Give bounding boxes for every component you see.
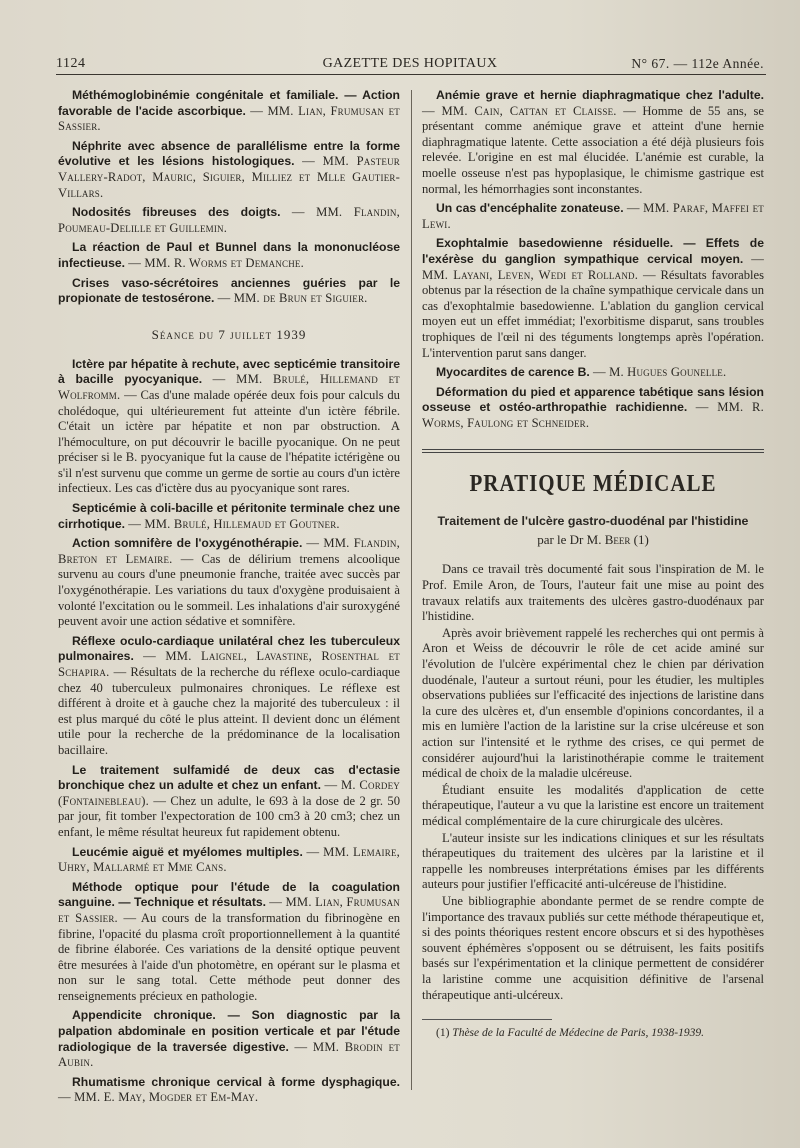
article-paragraph: Étudiant ensuite les modalités d'application de cette thérapeutique, l'auteur a vu que la laristine est encore un traitement médical complémentaire de la cure chirurgicale des ulcères. bbox=[422, 782, 764, 828]
issue-number: N° 67. — 112e Année. bbox=[631, 56, 764, 71]
communication-entry bbox=[422, 201, 764, 232]
running-head bbox=[56, 56, 764, 76]
article-paragraph: L'auteur insiste sur les indications cliniques et sur les résultats thérapeutiques du traitement des ulcères par la laristine et il rappelle les nombreuses interprétations émises par les différents auteurs pour justifier l'efficacité anti-ulcéreuse de l'histidine. bbox=[422, 830, 764, 892]
section-rule bbox=[422, 449, 764, 453]
communication-entry bbox=[58, 501, 400, 532]
entry-text: — Cas de délirium tremens alcoolique survenu au cours d'une pneumonie franche, traitée avec succès par l'oxygénothérapie. Les variations du taux d'oxygène produisaient à volonté l'excitation ou le sommeil. Les inhalations d'air suroxygéné peuvent avoir une action sédative et somnifère. bbox=[58, 551, 400, 629]
entry-authors: — MM. R. Worms et Demanche. bbox=[128, 255, 304, 270]
entry-paragraph bbox=[58, 357, 400, 497]
footnote-text: Thèse de la Faculté de Médecine de Paris, 1938-1939. bbox=[452, 1027, 704, 1040]
footnote-marker: (1) bbox=[436, 1027, 450, 1040]
article-title: Traitement de l'ulcère gastro-duodénal par l'histidine bbox=[437, 514, 749, 529]
column-divider bbox=[411, 90, 412, 1090]
communication-entry bbox=[422, 88, 764, 197]
communication-entry bbox=[58, 880, 400, 1005]
entry-title: Anémie grave et hernie diaphragmatique chez l'adulte. bbox=[436, 88, 764, 102]
entry-authors: — MM. Pasteur Vallery-Radot, Mauric, Siguier, Milliez et Mlle Gautier-Villars. bbox=[58, 154, 401, 200]
entry-paragraph bbox=[58, 880, 400, 1005]
entry-paragraph bbox=[58, 88, 400, 135]
entry-title: Déformation du pied et apparence tabétique sans lésion osseuse et ostéo-arthropathie rachidienne. bbox=[422, 384, 764, 415]
entry-title: Réflexe oculo-cardiaque unilatéral chez les tuberculeux pulmonaires. bbox=[58, 633, 400, 664]
footnote-rule bbox=[422, 1019, 552, 1020]
right-entries bbox=[422, 88, 764, 431]
entry-title: Exophtalmie basedowienne résiduelle. — Effets de l'exérèse du ganglion sympathique cervical moyen. bbox=[422, 236, 764, 266]
communication-entry bbox=[58, 139, 400, 201]
communication-entry bbox=[422, 365, 764, 381]
header-rule bbox=[56, 74, 766, 75]
entry-authors: — MM. Flandin, Breton et Lemaire. bbox=[58, 536, 400, 566]
entry-paragraph bbox=[58, 139, 400, 201]
entry-title: Appendicite chronique. — Son diagnostic par la palpation abdominale en position verticale et par l'étude radiologique de la traversée digestive. bbox=[58, 1008, 400, 1054]
entry-authors: — MM. Lemaire, Uhry, Mallarmé et Mme Cans. bbox=[58, 844, 400, 875]
entry-authors: — MM. de Brun et Siguier. bbox=[217, 291, 368, 306]
right-column bbox=[422, 88, 764, 1040]
entry-text: — Résultats de la recherche du réflexe oculo-cardiaque chez 40 tuberculeux pulmonaires chroniques. Le réflexe est différent à droite et à gauche chez la majorité des tuberculeux : il est plus marqué du côté le plus atteint. Il devient donc un élément utile pour la recherche de la prédominance de la localisation bacillaire. bbox=[58, 665, 400, 757]
communication-entry bbox=[422, 385, 764, 432]
communication-entry bbox=[58, 1075, 400, 1106]
entry-paragraph bbox=[58, 1075, 400, 1106]
entry-paragraph bbox=[58, 763, 400, 841]
communication-entry bbox=[58, 634, 400, 759]
entry-paragraph bbox=[422, 88, 764, 197]
byline-prefix: par le Dr bbox=[537, 532, 584, 548]
entry-paragraph bbox=[58, 634, 400, 759]
journal-title: GAZETTE DES HOPITAUX bbox=[322, 56, 498, 71]
entry-authors: — MM. Lian, Frumusan et Sassier. bbox=[58, 103, 400, 134]
byline-author: M. Beer bbox=[586, 532, 631, 548]
left-column bbox=[58, 88, 400, 1110]
article-paragraph: Après avoir brièvement rappelé les recherches qui ont permis à Aron et Weiss de découvrir le rôle de cet acide aminé sur l'évolution de l'ulcère expérimental chez le chien par dérivation duodénale, l'auteur a surtout réuni, pour les étudier, les multiples observations publiées sur l'efficacité des injections de laristine dans la cure des ulcères et, d'un ensemble d'opinions concordantes, il a mis en lumière l'action de la laristine sur la crise ulcéreuse et son action sur l'intensité et le rythme des crises, ce qui permet de considérer aujourd'hui la laristinothérapie comme le traitement médical de choix de la maladie ulcéreuse. bbox=[422, 625, 764, 781]
entry-title: Leucémie aiguë et myélomes multiples. bbox=[72, 844, 303, 859]
entry-title: Méthémoglobinémie congénitale et familiale. — Action favorable de l'acide ascorbique. bbox=[58, 88, 400, 118]
entry-title: Rhumatisme chronique cervical à forme dysphagique. bbox=[72, 1074, 400, 1089]
entry-authors: — MM. E. May, Mogder et Em-May. bbox=[58, 1090, 259, 1105]
entry-paragraph bbox=[58, 205, 400, 236]
entry-paragraph bbox=[422, 365, 764, 381]
communication-entry bbox=[58, 88, 400, 135]
communication-entry bbox=[58, 763, 400, 841]
entry-title: Myocardites de carence B. bbox=[436, 365, 590, 380]
article-byline bbox=[422, 532, 764, 548]
entry-title: Néphrite avec absence de parallélisme entre la forme évolutive et les lésions histologiques. bbox=[58, 138, 400, 169]
entry-title: Crises vaso-sécrétoires anciennes guéries par le propionate de testosérone. bbox=[58, 275, 400, 306]
entry-authors: — M. Hugues Gounelle. bbox=[592, 365, 727, 380]
entries-after bbox=[58, 357, 400, 1106]
communication-entry bbox=[58, 276, 400, 307]
entry-authors: — MM. Paraf, Maffei et Lewi. bbox=[422, 201, 764, 231]
entry-paragraph bbox=[422, 201, 764, 232]
entry-authors: — MM. Layani, Leven, Wedi et Rolland. bbox=[422, 251, 764, 282]
entry-title: Le traitement sulfamidé de deux cas d'ectasie bronchique chez un adulte et chez un enfant. bbox=[58, 762, 400, 793]
article-paragraph: Une bibliographie abondante permet de se rendre compte de l'importance des travaux publiés sur cette méthode thérapeutique et, si des points théoriques restent encore obscurs et si des hypothèses souvent éphémères s'opposent ou se détruisent, les faits positifs basés sur l'expérimentation et la clinique permettent de considérer la laristine comme une acquisition définitive de l'arsenal thérapeutique anti-ulcéreux. bbox=[422, 893, 764, 1002]
entry-paragraph bbox=[58, 845, 400, 876]
page-number: 1124 bbox=[56, 56, 86, 71]
entry-authors: — MM. Cain, Cattan et Claisse. bbox=[422, 103, 617, 118]
entry-paragraph bbox=[58, 501, 400, 532]
entry-paragraph bbox=[58, 276, 400, 307]
communication-entry bbox=[422, 236, 764, 361]
entry-title: Septicémie à coli-bacille et péritonite terminale chez une cirrhotique. bbox=[58, 501, 400, 531]
rubrique-heading: PRATIQUE MÉDICALE bbox=[469, 469, 717, 498]
communication-entry bbox=[58, 205, 400, 236]
entry-authors: — MM. Brulé, Hillemaud et Goutner. bbox=[128, 516, 340, 531]
entry-text: — Résultats favorables obtenus par la résection de la chaîne sympathique cervicale dans un cas d'exophtalmie basedowienne. L'ablation du ganglion cervical moyen eut un effet immédiat; l'exorbitisme disparut, sans troubles trophiques de l'œil ni des téguments longtemps après l'opération. L'intervention parut sans danger. bbox=[422, 267, 764, 360]
entry-paragraph bbox=[58, 1008, 400, 1070]
entry-text: — Au cours de la transformation du fibrinogène en fibrine, l'opacité du plasma croît proportionnellement à la quantité de fibrine élaborée. Ces variations de la densité optique peuvent être mesurées à l'aide d'un photomètre, en opérant sur le plasma et non sur le sang total. Cette méthode peut donner des renseignements précieux en pathologie. bbox=[58, 910, 400, 1003]
entry-authors: — MM. Brulé, Hillemand et Wolfromm. bbox=[58, 372, 401, 402]
byline-note: (1) bbox=[633, 532, 649, 548]
entry-authors: — MM. R. Worms, Faulong et Schneider. bbox=[422, 400, 764, 430]
entry-paragraph bbox=[58, 536, 400, 630]
communication-entry bbox=[58, 845, 400, 876]
entry-title: Nodosités fibreuses des doigts. bbox=[72, 205, 281, 220]
entries-before bbox=[58, 88, 400, 307]
entry-authors: — MM. Brodin et Aubin. bbox=[58, 1039, 400, 1070]
communication-entry bbox=[58, 536, 400, 630]
communication-entry bbox=[58, 357, 400, 497]
entry-paragraph bbox=[422, 236, 764, 361]
entry-authors: — MM. Lian, Frumusan et Sassier. bbox=[58, 895, 400, 925]
entry-title: Un cas d'encéphalite zonateuse. bbox=[436, 201, 624, 216]
article-body bbox=[422, 562, 764, 1003]
entry-title: La réaction de Paul et Bunnel dans la mononucléose infectieuse. bbox=[58, 240, 400, 270]
entry-paragraph bbox=[58, 240, 400, 271]
entry-title: Action somnifère de l'oxygénothérapie. bbox=[72, 536, 303, 551]
article-paragraph: Dans ce travail très documenté fait sous l'inspiration de M. le Prof. Emile Aron, de Tours, l'auteur fait une mise au point des travaux relatifs aux traitements des ulcères gastro-duodénaux par l'histidine. bbox=[422, 562, 764, 624]
seance-heading: Séance du 7 juillet 1939 bbox=[151, 326, 307, 342]
entry-title: Méthode optique pour l'étude de la coagulation sanguine. — Technique et résultats. bbox=[58, 879, 400, 910]
footnote bbox=[422, 1026, 764, 1040]
communication-entry bbox=[58, 240, 400, 271]
entry-authors: — M. Cordey (Fontainebleau). bbox=[58, 778, 400, 808]
entry-title: Ictère par hépatite à rechute, avec septicémie transitoire à bacille pyocyanique. bbox=[58, 356, 400, 387]
entry-authors: — MM. Laignel, Lavastine, Rosenthal et Schapira. bbox=[58, 649, 400, 679]
communication-entry bbox=[58, 1008, 400, 1070]
entry-text: — Homme de 55 ans, se présentant comme anémique grave et atteint d'une hernie diaphragmatique latente. Cette association a été déjà plusieurs fois relevée. L'origine en est mal élucidée. L'anémie est curable, la moelle osseuse n'est pas hypoplasique, le chimisme gastrique est normal, les hémorrhagies sont inconstantes. bbox=[422, 103, 764, 196]
entry-text: — Chez un adulte, le 693 à la dose de 2 gr. 50 par jour, fit tomber l'expectoration de 100 cm3 à 20 cm3; chez un enfant, le même résultat heureux fut rapidement obtenu. bbox=[58, 793, 400, 839]
entry-text: — Cas d'une malade opérée deux fois pour calculs du cholédoque, qui ultérieurement fut atteinte d'un ictère fébrile. C'était un ictère par hépatite et non par obstruction. A l'hémoculture, on put découvrir le bacille pyocanique. On ne peut préciser si le B. pyocyanique fut la cause de l'hépatite ictérigène ou s'il n'est survenu que comme un germe de sortie au cours d'un ictère infectieux. Les cas d'ictère dus au pyocyanique sont rares. bbox=[58, 387, 400, 496]
entry-authors: — MM. Flandin, Poumeau-Delille et Guillemin. bbox=[58, 205, 400, 235]
entry-paragraph bbox=[422, 385, 764, 432]
